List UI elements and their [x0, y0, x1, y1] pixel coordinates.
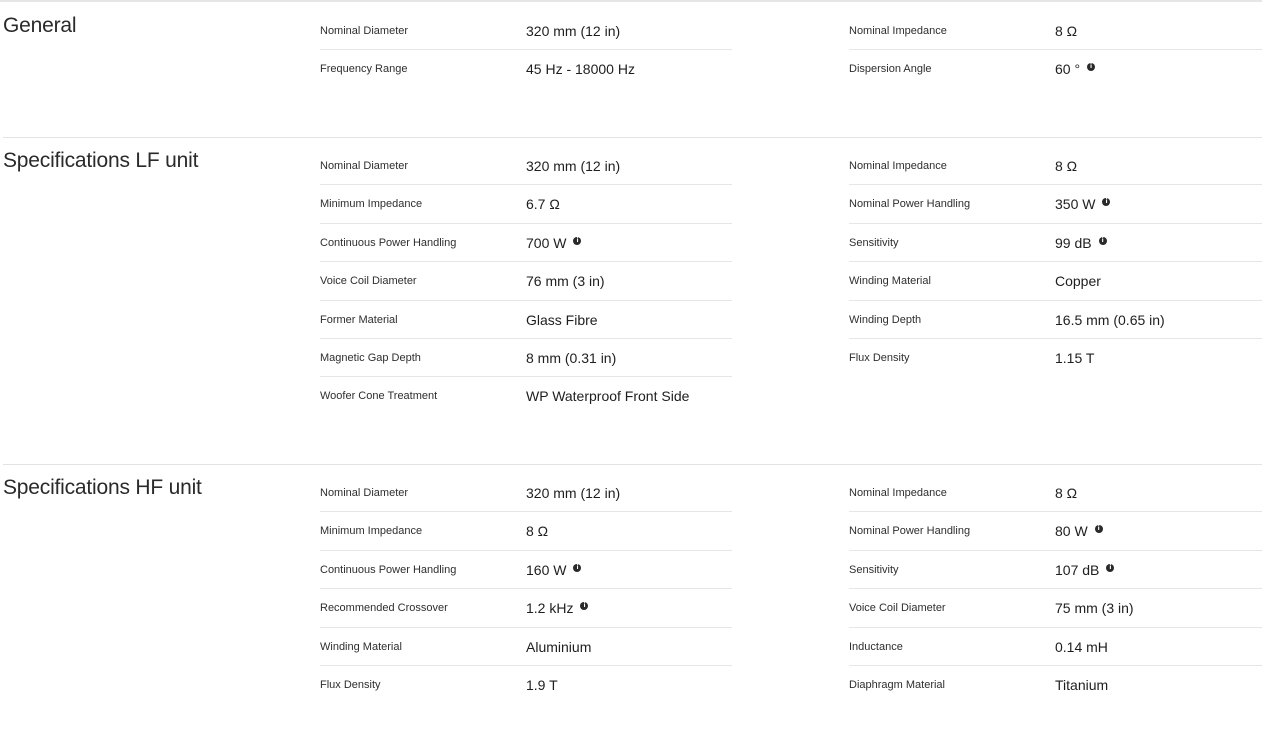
spec-value — [526, 639, 591, 655]
spec-row — [849, 666, 1262, 704]
spec-value — [1055, 485, 1077, 501]
section-title: Specifications LF unit — [3, 149, 199, 172]
spec-value-text: 8 Ω — [1055, 485, 1078, 501]
spec-value — [1055, 312, 1165, 328]
spec-column-right — [849, 147, 1262, 377]
spec-label: Nominal Impedance — [849, 160, 947, 172]
spec-value-text: 8 Ω — [526, 523, 549, 540]
spec-value-text: 76 mm (3 in) — [526, 273, 605, 290]
spec-value — [1055, 196, 1110, 212]
info-icon[interactable]: i — [1106, 564, 1114, 572]
spec-value — [526, 23, 620, 39]
spec-column-left — [320, 147, 732, 416]
spec-value-text: 107 dB — [1055, 561, 1100, 578]
spec-label: Nominal Impedance — [849, 487, 947, 499]
spec-value — [1055, 639, 1108, 655]
spec-value-text: 16.5 mm (0.65 in) — [1055, 311, 1165, 328]
spec-value-text: 1.2 kHz — [526, 600, 574, 617]
spec-value-text: 8 mm (0.31 in) — [526, 349, 617, 366]
spec-row — [320, 301, 732, 339]
info-icon[interactable]: i — [1102, 198, 1110, 206]
top-divider — [0, 0, 1262, 2]
spec-value — [1055, 273, 1101, 289]
spec-row — [849, 224, 1262, 262]
info-icon[interactable]: i — [580, 602, 588, 610]
spec-row — [320, 262, 732, 300]
spec-label: Sensitivity — [849, 563, 899, 576]
spec-label: Woofer Cone Treatment — [320, 390, 438, 403]
spec-row — [849, 50, 1262, 88]
spec-value-text: 1.9 T — [526, 676, 558, 693]
spec-label: Winding Depth — [849, 313, 922, 326]
spec-row — [849, 628, 1262, 666]
spec-column-right — [849, 474, 1262, 704]
spec-value-text: 60 ° — [1055, 61, 1081, 78]
spec-label: Flux Density — [849, 351, 910, 364]
spec-column-right — [849, 12, 1262, 89]
spec-row — [320, 339, 732, 377]
spec-value — [526, 235, 581, 251]
spec-value-text: 320 mm (12 in) — [526, 23, 621, 39]
info-icon[interactable]: i — [1087, 63, 1095, 71]
spec-column-left — [320, 474, 732, 704]
spec-value-text: Copper — [1055, 273, 1101, 290]
spec-label: Winding Material — [320, 640, 402, 653]
spec-row — [849, 185, 1262, 223]
spec-row — [849, 589, 1262, 627]
section-divider — [3, 464, 1262, 465]
info-icon[interactable]: i — [1099, 237, 1107, 245]
spec-row — [320, 12, 732, 50]
spec-value-text: Titanium — [1055, 676, 1109, 693]
spec-label: Diaphragm Material — [849, 678, 945, 691]
spec-label: Nominal Diameter — [320, 487, 409, 499]
spec-value-text: 8 Ω — [1055, 23, 1078, 39]
spec-value — [1055, 235, 1107, 251]
spec-label: Continuous Power Handling — [320, 236, 457, 249]
spec-value-text: 45 Hz - 18000 Hz — [526, 61, 635, 78]
spec-value — [1055, 23, 1077, 39]
spec-value — [526, 523, 548, 539]
spec-label: Magnetic Gap Depth — [320, 351, 421, 364]
spec-label: Flux Density — [320, 678, 381, 691]
spec-value-text: 75 mm (3 in) — [1055, 600, 1134, 617]
spec-value — [526, 562, 581, 578]
spec-label: Dispersion Angle — [849, 63, 932, 76]
spec-value — [526, 61, 635, 77]
spec-row — [320, 474, 732, 512]
spec-value — [526, 677, 558, 693]
spec-column-left — [320, 12, 732, 89]
spec-label: Voice Coil Diameter — [849, 602, 946, 615]
spec-value-text: 1.15 T — [1055, 349, 1095, 366]
spec-value-text: Glass Fibre — [526, 311, 598, 328]
spec-value — [1055, 562, 1114, 578]
spec-row — [320, 628, 732, 666]
info-icon[interactable]: i — [1095, 525, 1103, 533]
spec-value — [526, 158, 620, 174]
spec-label: Voice Coil Diameter — [320, 275, 417, 288]
spec-row — [320, 377, 732, 415]
info-icon[interactable]: i — [573, 237, 581, 245]
info-icon[interactable]: i — [573, 564, 581, 572]
section-divider — [3, 137, 1262, 138]
spec-row — [320, 551, 732, 589]
spec-value — [1055, 350, 1094, 366]
spec-value — [1055, 61, 1095, 77]
spec-row — [320, 147, 732, 185]
spec-label: Inductance — [849, 640, 903, 653]
spec-label: Nominal Impedance — [849, 25, 947, 37]
spec-value — [526, 196, 560, 212]
spec-label: Former Material — [320, 313, 398, 326]
spec-value-text: Aluminium — [526, 638, 592, 655]
spec-value — [526, 600, 588, 616]
spec-row — [320, 224, 732, 262]
spec-value-text: 6.7 Ω — [526, 196, 560, 213]
spec-value — [526, 312, 598, 328]
spec-label: Nominal Power Handling — [849, 525, 971, 538]
spec-value-text: 320 mm (12 in) — [526, 485, 621, 501]
spec-value-text: 160 W — [526, 561, 567, 578]
spec-value-text: 8 Ω — [1055, 158, 1078, 174]
spec-row — [320, 589, 732, 627]
section-title: General — [3, 14, 77, 37]
spec-label: Nominal Diameter — [320, 25, 409, 37]
spec-row — [849, 474, 1262, 512]
spec-label: Sensitivity — [849, 236, 899, 249]
spec-value-text: 700 W — [526, 234, 567, 251]
spec-label: Nominal Diameter — [320, 160, 409, 172]
spec-row — [849, 262, 1262, 300]
section-title: Specifications HF unit — [3, 476, 202, 499]
spec-value-text: 350 W — [1055, 196, 1096, 213]
spec-value — [1055, 523, 1103, 539]
spec-value — [526, 350, 616, 366]
spec-row — [320, 50, 732, 88]
spec-value — [526, 485, 620, 501]
spec-row — [320, 185, 732, 223]
spec-row — [320, 512, 732, 550]
spec-label: Recommended Crossover — [320, 602, 448, 615]
spec-label: Minimum Impedance — [320, 525, 423, 538]
spec-row — [320, 666, 732, 704]
spec-value — [1055, 600, 1134, 616]
spec-value-text: 80 W — [1055, 523, 1088, 540]
spec-row — [849, 512, 1262, 550]
spec-row — [849, 301, 1262, 339]
spec-label: Minimum Impedance — [320, 198, 423, 211]
spec-value — [526, 273, 605, 289]
spec-value-text: 99 dB — [1055, 234, 1092, 251]
spec-row — [849, 12, 1262, 50]
spec-row — [849, 147, 1262, 185]
spec-label: Winding Material — [849, 275, 931, 288]
spec-value — [1055, 677, 1108, 693]
spec-value-text: WP Waterproof Front Side — [526, 388, 690, 405]
spec-label: Nominal Power Handling — [849, 198, 971, 211]
spec-label: Continuous Power Handling — [320, 563, 457, 576]
spec-value — [526, 388, 689, 404]
spec-value-text: 320 mm (12 in) — [526, 158, 621, 174]
spec-row — [849, 551, 1262, 589]
spec-value-text: 0.14 mH — [1055, 638, 1108, 655]
spec-row — [849, 339, 1262, 377]
spec-value — [1055, 158, 1077, 174]
spec-label: Frequency Range — [320, 63, 408, 76]
